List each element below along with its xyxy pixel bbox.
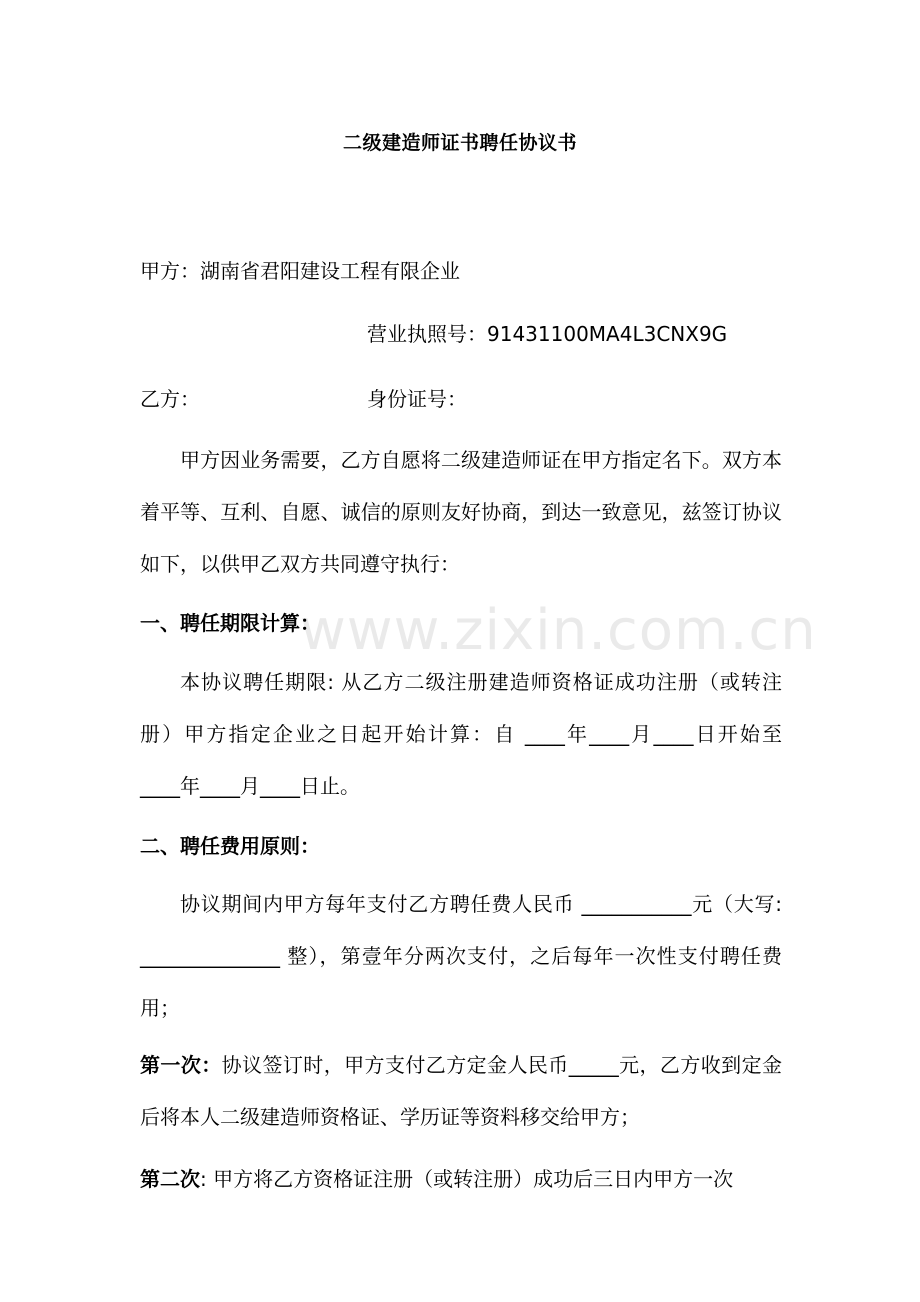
document-title: 二级建造师证书聘任协议书 (342, 132, 577, 154)
second-payment-paragraph (140, 1153, 782, 1205)
section1-heading: 一、聘任期限计算： (140, 611, 320, 635)
license-number: 91431100MA4L3CNX9G (487, 322, 728, 346)
section2-heading: 二、聘任费用原则： (140, 834, 320, 858)
second-payment-body: : 甲方将乙方资格证注册（或转注册）成功后三日内甲方一次 (200, 1167, 734, 1191)
section1-body: 本协议聘任期限: 从乙方二级注册建造师资格证成功注册（或转注册）甲方指定企业之日起开始计算：自 ____年____月____日开始至 ____年____月____日止。 (140, 670, 802, 798)
intro-paragraph: 甲方因业务需要，乙方自愿将二级建造师证在甲方指定名下。双方本着平等、互利、自愿、诚信的原则友好协商，到达一致意见，兹签订协议如下，以供甲乙双方共同遵守执行： (140, 448, 782, 576)
watermark: www.zixin.com.cn (300, 598, 817, 663)
id-number-label: 身份证号： (367, 387, 467, 411)
party-a-name: 湖南省君阳建设工程有限企业 (200, 259, 460, 283)
license-line (367, 318, 727, 347)
party-a-line (140, 255, 460, 284)
first-payment-body: 协议签订时，甲方支付乙方定金人民币_____元，乙方收到定金后将本人二级建造师资格证、学历证等资料移交给甲方； (140, 1053, 783, 1129)
party-a-label: 甲方： (140, 259, 200, 283)
license-label: 营业执照号： (367, 322, 487, 346)
second-payment-label: 第二次 (140, 1167, 200, 1191)
party-b-label: 乙方： (140, 387, 200, 411)
first-payment-label: 第一次： (140, 1053, 222, 1077)
section2-body: 协议期间内甲方每年支付乙方聘任费人民币 ___________元（大写: ______________ 整），第壹年分两次支付，之后每年一次性支付聘任费用； (140, 892, 782, 1020)
first-payment-paragraph (140, 1039, 782, 1143)
